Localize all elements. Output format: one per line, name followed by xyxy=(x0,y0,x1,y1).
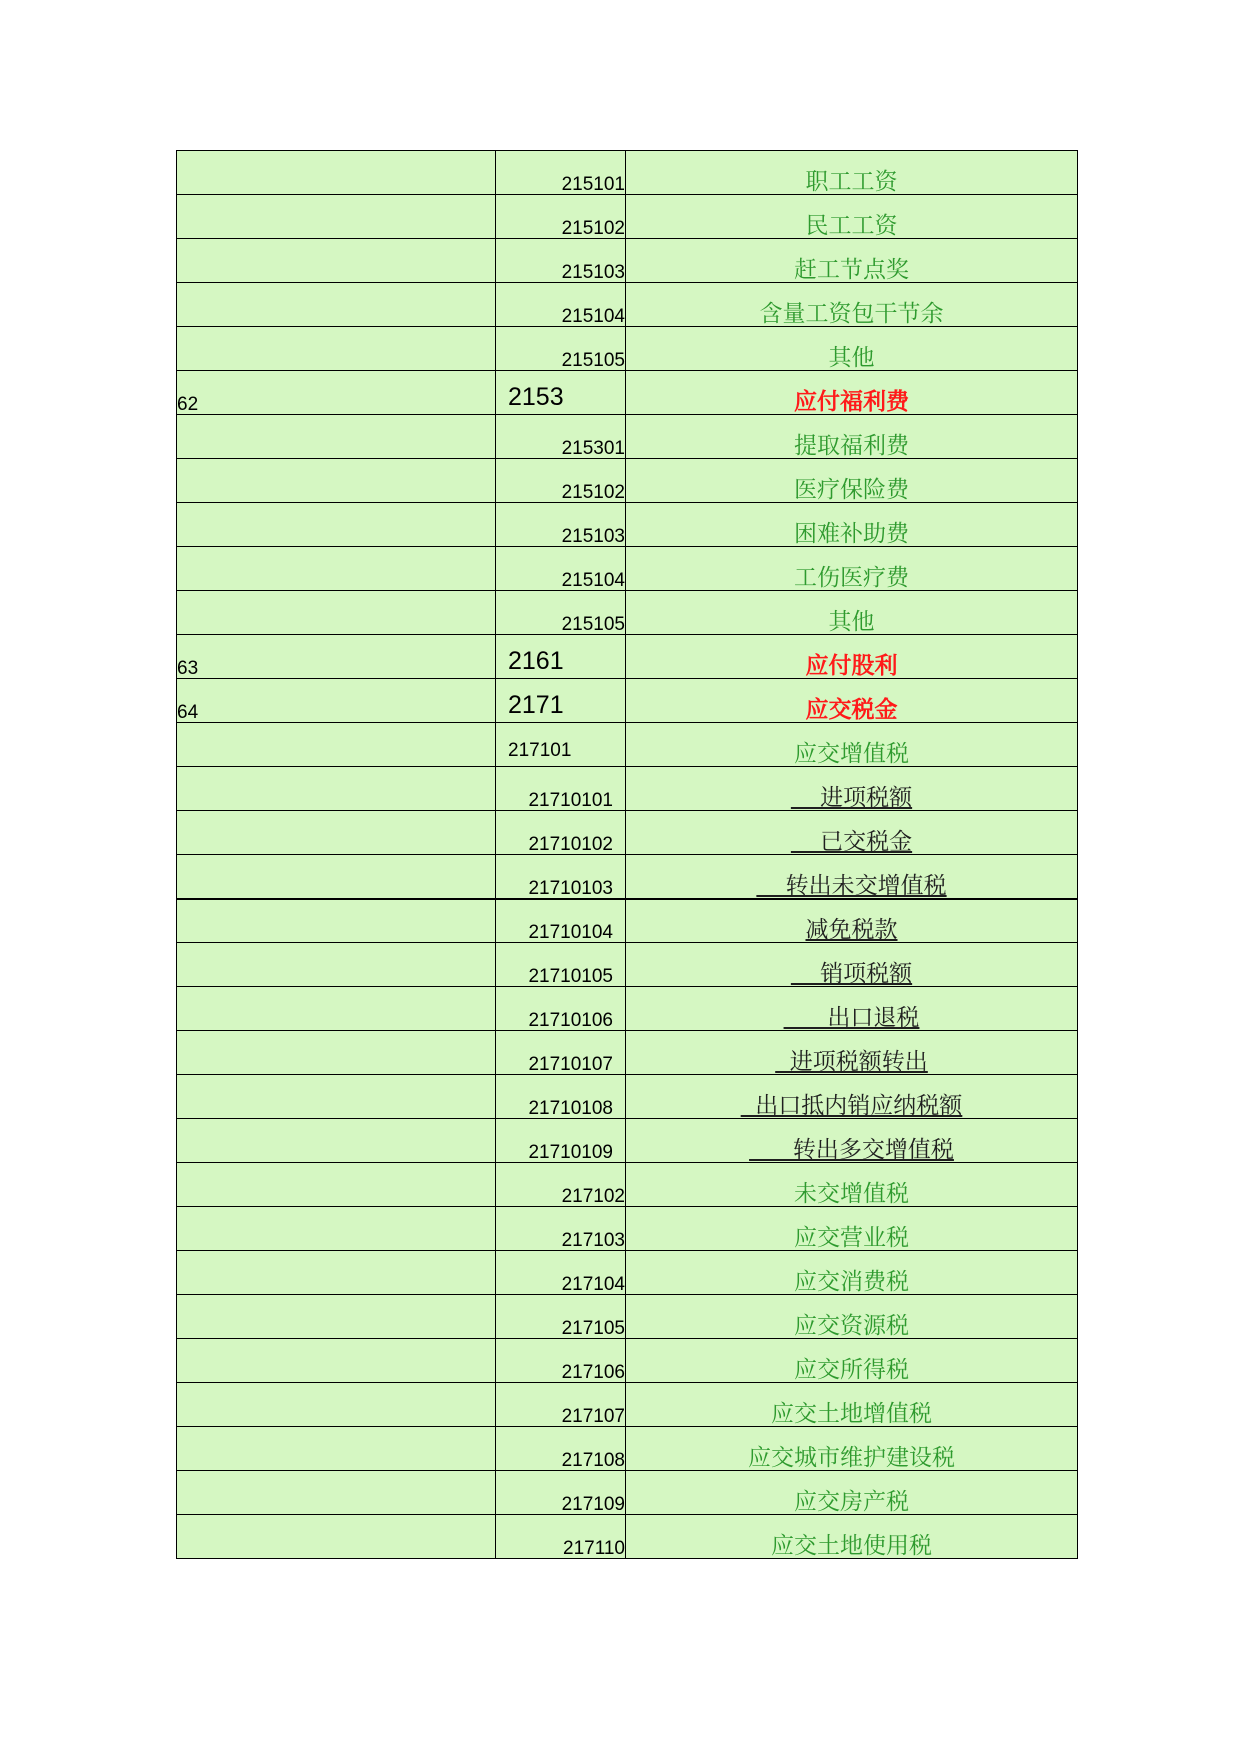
account-code-cell: 215105 xyxy=(496,591,626,635)
table-row xyxy=(177,1031,1078,1075)
row-sequence-cell xyxy=(177,1339,496,1383)
account-code-cell: 21710104 xyxy=(496,899,626,943)
account-name-cell: 提取福利费 xyxy=(626,415,1078,459)
row-sequence-cell xyxy=(177,1515,496,1559)
table-row xyxy=(177,767,1078,811)
account-name-text: 进项税额 xyxy=(790,785,913,811)
account-code-cell: 21710105 xyxy=(496,943,626,987)
account-name-text: 销项税额 xyxy=(790,961,913,987)
account-code-cell: 21710109 xyxy=(496,1119,626,1163)
account-code-cell: 21710107 xyxy=(496,1031,626,1075)
account-code-cell: 217110 xyxy=(496,1515,626,1559)
account-code-cell: 2171 xyxy=(496,679,626,723)
table-row xyxy=(177,1251,1078,1295)
account-name-cell: 应交土地增值税 xyxy=(626,1383,1078,1427)
account-code-cell: 217102 xyxy=(496,1163,626,1207)
account-name-cell: 应交资源税 xyxy=(626,1295,1078,1339)
row-sequence-cell xyxy=(177,503,496,547)
account-name-cell: 应付福利费 xyxy=(626,371,1078,415)
table-row xyxy=(177,547,1078,591)
account-name-cell xyxy=(626,1119,1078,1163)
row-sequence-cell xyxy=(177,547,496,591)
account-name-cell: 应交土地使用税 xyxy=(626,1515,1078,1559)
table-row xyxy=(177,855,1078,899)
account-name-cell: 含量工资包干节余 xyxy=(626,283,1078,327)
account-code-cell: 2153 xyxy=(496,371,626,415)
row-sequence-cell xyxy=(177,239,496,283)
account-code-cell: 21710108 xyxy=(496,1075,626,1119)
account-code-cell: 21710103 xyxy=(496,855,626,899)
row-sequence-cell: 63 xyxy=(177,635,496,679)
account-name-cell: 应付股利 xyxy=(626,635,1078,679)
account-name-cell xyxy=(626,811,1078,855)
row-sequence-cell xyxy=(177,283,496,327)
account-name-cell: 应交消费税 xyxy=(626,1251,1078,1295)
row-sequence-cell xyxy=(177,591,496,635)
row-sequence-cell: 64 xyxy=(177,679,496,723)
table-row xyxy=(177,679,1078,723)
account-code-cell: 215104 xyxy=(496,547,626,591)
row-sequence-cell xyxy=(177,1427,496,1471)
table-row xyxy=(177,1075,1078,1119)
table-row xyxy=(177,283,1078,327)
account-name-cell: 民工工资 xyxy=(626,195,1078,239)
table-row xyxy=(177,1119,1078,1163)
row-sequence-cell xyxy=(177,1163,496,1207)
table-row xyxy=(177,591,1078,635)
table-row xyxy=(177,811,1078,855)
table-row xyxy=(177,371,1078,415)
account-code-cell: 217104 xyxy=(496,1251,626,1295)
table-row xyxy=(177,1163,1078,1207)
account-name-cell xyxy=(626,1075,1078,1119)
account-name-cell: 医疗保险费 xyxy=(626,459,1078,503)
table-row xyxy=(177,1515,1078,1559)
row-sequence-cell xyxy=(177,415,496,459)
row-sequence-cell xyxy=(177,1119,496,1163)
row-sequence-cell xyxy=(177,723,496,767)
row-sequence-cell xyxy=(177,151,496,195)
table-row xyxy=(177,723,1078,767)
row-sequence-cell xyxy=(177,1207,496,1251)
account-code-cell: 217109 xyxy=(496,1471,626,1515)
table-row xyxy=(177,899,1078,943)
account-name-cell: 其他 xyxy=(626,591,1078,635)
table-row xyxy=(177,1207,1078,1251)
table-row xyxy=(177,195,1078,239)
account-name-text: 转出未交增值税 xyxy=(756,872,947,899)
row-sequence-cell xyxy=(177,327,496,371)
table-row xyxy=(177,1339,1078,1383)
account-code-cell: 215105 xyxy=(496,327,626,371)
account-name-cell xyxy=(626,899,1078,943)
table-row xyxy=(177,1383,1078,1427)
account-code-cell: 215103 xyxy=(496,239,626,283)
account-name-cell: 工伤医疗费 xyxy=(626,547,1078,591)
account-code-cell: 215104 xyxy=(496,283,626,327)
account-name-cell: 困难补助费 xyxy=(626,503,1078,547)
account-name-cell: 未交增值税 xyxy=(626,1163,1078,1207)
row-sequence-cell xyxy=(177,1075,496,1119)
account-name-cell xyxy=(626,987,1078,1031)
account-code-cell: 217103 xyxy=(496,1207,626,1251)
table-row xyxy=(177,503,1078,547)
account-name-text: 出口退税 xyxy=(783,1005,920,1031)
account-code-cell: 217108 xyxy=(496,1427,626,1471)
account-code-cell: 21710101 xyxy=(496,767,626,811)
table-row xyxy=(177,151,1078,195)
account-code-table-body xyxy=(177,151,1078,1559)
account-name-text: 进项税额转出 xyxy=(775,1049,928,1075)
row-sequence-cell xyxy=(177,1031,496,1075)
row-sequence-cell xyxy=(177,459,496,503)
account-name-cell xyxy=(626,855,1078,899)
table-row xyxy=(177,1427,1078,1471)
row-sequence-cell xyxy=(177,1471,496,1515)
row-sequence-cell xyxy=(177,195,496,239)
table-row xyxy=(177,459,1078,503)
row-sequence-cell xyxy=(177,767,496,811)
account-code-cell: 2161 xyxy=(496,635,626,679)
account-name-cell xyxy=(626,943,1078,987)
account-code-cell: 215101 xyxy=(496,151,626,195)
account-name-text: 出口抵内销应纳税额 xyxy=(740,1093,963,1119)
account-name-cell: 应交增值税 xyxy=(626,723,1078,767)
account-name-cell: 应交城市维护建设税 xyxy=(626,1427,1078,1471)
table-row xyxy=(177,1471,1078,1515)
account-code-cell: 21710106 xyxy=(496,987,626,1031)
row-sequence-cell xyxy=(177,855,496,899)
account-code-cell: 215102 xyxy=(496,459,626,503)
account-name-cell: 应交税金 xyxy=(626,679,1078,723)
row-sequence-cell xyxy=(177,1251,496,1295)
account-code-cell: 215301 xyxy=(496,415,626,459)
account-name-text: 已交税金 xyxy=(790,829,913,855)
account-name-text: 减免税款 xyxy=(805,917,898,943)
table-row xyxy=(177,943,1078,987)
account-code-cell: 215102 xyxy=(496,195,626,239)
account-code-table xyxy=(176,150,1078,1559)
account-name-cell: 应交房产税 xyxy=(626,1471,1078,1515)
account-code-cell: 21710102 xyxy=(496,811,626,855)
row-sequence-cell xyxy=(177,987,496,1031)
account-name-cell: 应交所得税 xyxy=(626,1339,1078,1383)
table-row xyxy=(177,239,1078,283)
account-name-text: 转出多交增值税 xyxy=(749,1137,954,1163)
account-code-cell: 217105 xyxy=(496,1295,626,1339)
table-row xyxy=(177,635,1078,679)
table-row xyxy=(177,1295,1078,1339)
row-sequence-cell xyxy=(177,943,496,987)
row-sequence-cell xyxy=(177,811,496,855)
row-sequence-cell xyxy=(177,899,496,943)
account-code-cell: 217101 xyxy=(496,723,626,767)
table-row xyxy=(177,415,1078,459)
account-code-cell: 217106 xyxy=(496,1339,626,1383)
row-sequence-cell: 62 xyxy=(177,371,496,415)
account-code-cell: 215103 xyxy=(496,503,626,547)
account-name-cell: 职工工资 xyxy=(626,151,1078,195)
row-sequence-cell xyxy=(177,1295,496,1339)
table-row xyxy=(177,327,1078,371)
account-name-cell xyxy=(626,1031,1078,1075)
account-name-cell xyxy=(626,767,1078,811)
account-name-cell: 赶工节点奖 xyxy=(626,239,1078,283)
account-code-cell: 217107 xyxy=(496,1383,626,1427)
table-row xyxy=(177,987,1078,1031)
account-name-cell: 其他 xyxy=(626,327,1078,371)
row-sequence-cell xyxy=(177,1383,496,1427)
account-name-cell: 应交营业税 xyxy=(626,1207,1078,1251)
